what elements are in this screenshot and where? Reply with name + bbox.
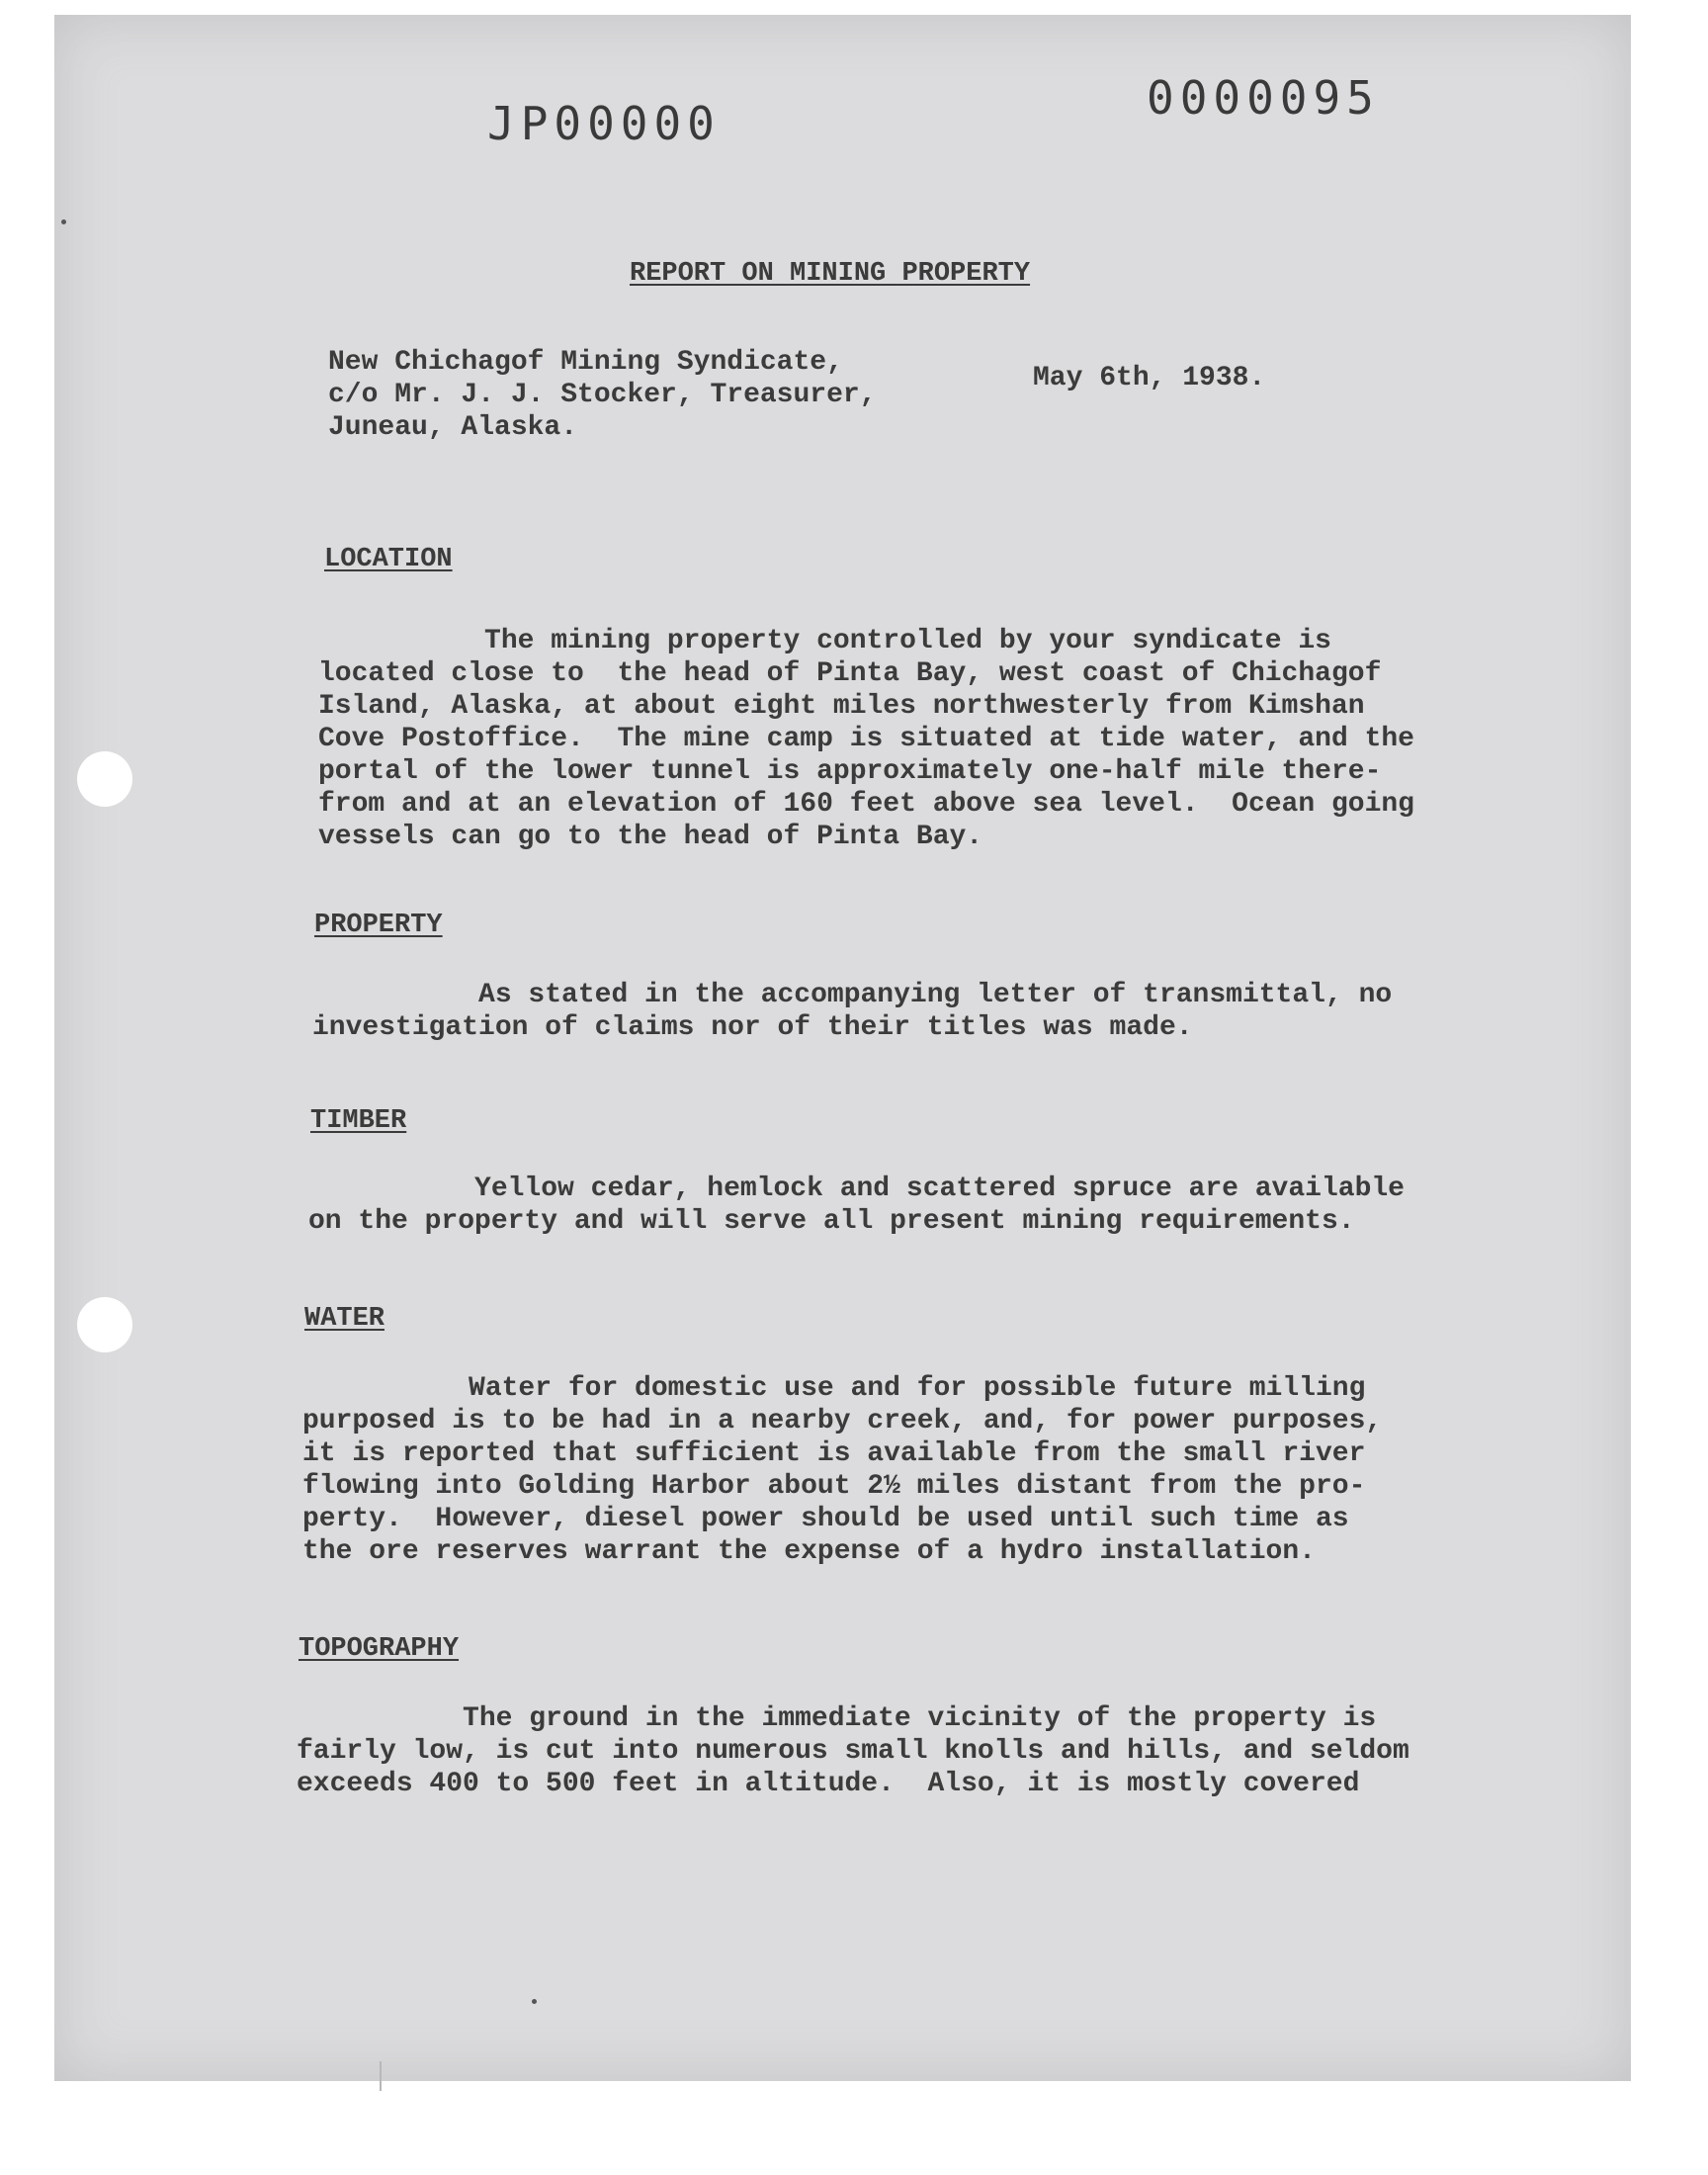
- section-body-water: [302, 1372, 1382, 1568]
- punch-hole-bottom: [77, 1297, 132, 1352]
- body-line: exceeds 400 to 500 feet in altitude. Also, it is mostly covered: [297, 1769, 1360, 1799]
- body-line: portal of the lower tunnel is approximately one-half mile there-: [318, 756, 1382, 787]
- page-edge-line: [380, 2061, 382, 2091]
- body-line: vessels can go to the head of Pinta Bay.: [318, 822, 983, 852]
- body-line: perty. However, diesel power should be used until such time as: [302, 1504, 1349, 1534]
- body-line: Yellow cedar, hemlock and scattered spruce are available: [308, 1174, 1405, 1204]
- body-line: The ground in the immediate vicinity of the property is: [297, 1703, 1377, 1734]
- section-heading-topography: TOPOGRAPHY: [299, 1634, 460, 1664]
- addressee-line: New Chichagof Mining Syndicate,: [328, 347, 843, 378]
- body-line: purposed is to be had in a nearby creek, and, for power purposes,: [302, 1406, 1383, 1436]
- body-line: from and at an elevation of 160 feet above sea level. Ocean going: [318, 789, 1414, 820]
- body-line: The mining property controlled by your syndicate is: [318, 626, 1331, 656]
- document-title: REPORT ON MINING PROPERTY: [630, 259, 1031, 289]
- section-body-topography: [297, 1702, 1409, 1800]
- body-line: on the property and will serve all present mining requirements.: [308, 1206, 1355, 1237]
- addressee-line: Juneau, Alaska.: [328, 412, 578, 443]
- body-line: investigation of claims nor of their titles was made.: [312, 1012, 1193, 1043]
- section-body-timber: [308, 1173, 1405, 1238]
- section-body-property: [312, 979, 1392, 1044]
- section-body-location: [318, 625, 1414, 853]
- body-line: the ore reserves warrant the expense of a hydro installation.: [302, 1536, 1316, 1567]
- body-line: Cove Postoffice. The mine camp is situated at tide water, and the: [318, 724, 1414, 754]
- addressee-block: [328, 346, 877, 444]
- section-heading-timber: TIMBER: [310, 1106, 407, 1136]
- body-line: located close to the head of Pinta Bay, west coast of Chichagof: [318, 658, 1382, 689]
- body-line: Island, Alaska, at about eight miles northwesterly from Kimshan: [318, 691, 1365, 722]
- section-heading-property: PROPERTY: [314, 911, 443, 940]
- report-date: May 6th, 1938.: [1033, 363, 1266, 393]
- punch-hole-top: [77, 751, 132, 807]
- speck: [532, 1999, 537, 2004]
- bates-stamp-right: 0000095: [1147, 71, 1380, 125]
- body-line: fairly low, is cut into numerous small knolls and hills, and seldom: [297, 1736, 1409, 1767]
- body-line: it is reported that sufficient is available from the small river: [302, 1438, 1366, 1469]
- bates-stamp-left: JP00000: [487, 97, 721, 150]
- body-line: As stated in the accompanying letter of transmittal, no: [312, 980, 1393, 1010]
- body-line: flowing into Golding Harbor about 2½ miles distant from the pro-: [302, 1471, 1366, 1502]
- section-heading-water: WATER: [304, 1304, 385, 1334]
- addressee-line: c/o Mr. J. J. Stocker, Treasurer,: [328, 380, 877, 410]
- section-heading-location: LOCATION: [324, 545, 453, 574]
- speck: [61, 219, 66, 224]
- body-line: Water for domestic use and for possible future milling: [302, 1373, 1366, 1404]
